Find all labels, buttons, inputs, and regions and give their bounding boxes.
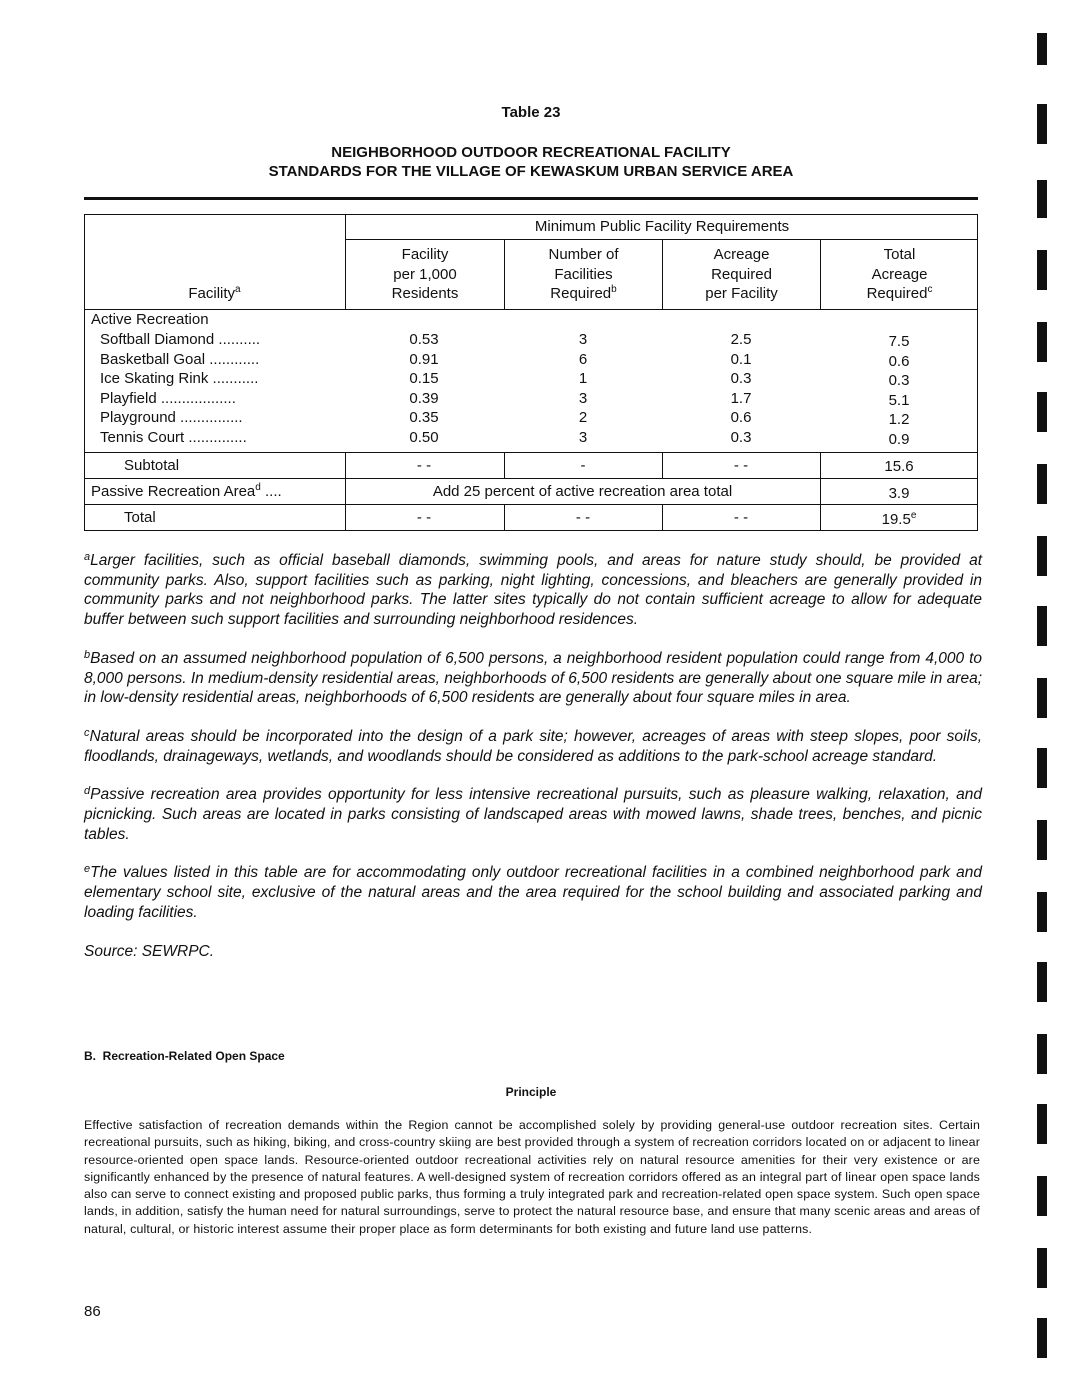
cell-per-1000: 0.15 (409, 370, 439, 388)
footnote-marker: a (84, 551, 91, 563)
facility-standards-table (84, 214, 978, 530)
column-header-line: per 1,000 (393, 265, 457, 283)
table-border (84, 214, 85, 530)
footnote-marker: e (910, 510, 917, 521)
cell-per-1000: - - (416, 457, 432, 474)
cell-acreage: 0.3 (730, 370, 752, 388)
row-label: Basketball Goal ............ (100, 350, 260, 368)
cell-total: 3.9 (888, 485, 910, 502)
scan-margin-bar (1037, 104, 1047, 144)
footnote-text: The values listed in this table are for accommodating only outdoor recreational facilities in a combined neighborhood park and elementary school site, exclusive of the natural areas and the area required for the school building and associated parking and loading facilities. (84, 864, 982, 921)
row-label: Playground ............... (100, 409, 243, 427)
cell-per-1000: 0.50 (409, 429, 439, 446)
cell-total: 7.5 (888, 333, 910, 350)
table-rule (84, 478, 978, 479)
subtotal-label: Subtotal (124, 457, 180, 474)
source-note: Source: SEWRPC. (84, 942, 215, 960)
scan-margin-bar (1037, 392, 1047, 432)
cell-acreage: 2.5 (730, 331, 752, 348)
total-label: Total (124, 509, 156, 526)
scan-margin-bar (1037, 1034, 1047, 1074)
column-header-per-1000 (346, 245, 504, 304)
scan-margin-bar (1037, 33, 1047, 65)
footnote-marker: d (255, 482, 261, 493)
cell-total: 1.2 (888, 411, 910, 429)
cell-total: 5.1 (888, 391, 910, 409)
cell-per-1000: 0.53 (409, 331, 439, 348)
column-header-line: Required (711, 265, 772, 283)
footnote (84, 727, 982, 766)
table-title-line: STANDARDS FOR THE VILLAGE OF KEWASKUM URBAN SERVICE AREA (268, 163, 794, 180)
cell-per-1000: 0.39 (409, 389, 439, 407)
cell-number: 3 (578, 429, 588, 446)
scan-margin-bar (1037, 678, 1047, 718)
scan-margin-bar (1037, 1318, 1047, 1358)
cell-acreage: 1.7 (730, 389, 752, 407)
footnote-text: Larger facilities, such as official baseball diamonds, swimming pools, and areas for nature study should, be provided at community parks. Also, support facilities such as parking, night lighting, concessions, and bleachers are generally provided in community parks and not neighborhood parks. The latter sites typically do not contain sufficient acreage to allow for adequate buffer between such support facilities and surrounding neighborhood residences. (84, 552, 982, 629)
footnote-text: Natural areas should be incorporated into the design of a park site; however, acreages of areas with steep slopes, poor soils, floodlands, drainageways, wetlands, and woodlands should be considered as additions to the park-school acreage standard. (84, 727, 982, 765)
cell-acreage: 0.3 (730, 429, 752, 446)
scan-margin-bar (1037, 536, 1047, 576)
subheading: Principle (505, 1085, 557, 1099)
cell-number: 1 (578, 370, 588, 388)
cell-number: 3 (578, 389, 588, 407)
cell-per-1000: - - (416, 509, 432, 526)
footnote-marker: d (84, 785, 91, 798)
table-title (84, 143, 978, 181)
cell-acreage: - - (733, 457, 749, 474)
column-header-line: Facility (401, 246, 449, 263)
title-rule (84, 197, 978, 200)
scan-margin-bar (1037, 180, 1047, 218)
scan-margin-bar (1037, 1248, 1047, 1288)
column-header-line: Total (883, 246, 916, 263)
footnote-text: Passive recreation area provides opportunity for less intensive recreational pursuits, such as pleasure walking, relaxation, and picnicking. Such areas are located in parks consisting of landscaped areas with mowed lawns, shade trees, benches, and picnic tables. (84, 786, 982, 843)
column-header-line: Residents (391, 285, 459, 303)
footnote-marker: a (235, 284, 241, 295)
passive-note: Add 25 percent of active recreation area total (432, 483, 733, 500)
cell-per-1000: 0.91 (409, 350, 439, 368)
scan-margin-bar (1037, 606, 1047, 646)
footnote (84, 785, 982, 844)
column-header-line: Acreage (713, 246, 770, 263)
footnote-marker: b (84, 648, 91, 661)
column-header-number-required (505, 245, 662, 304)
active-recreation-label: Active Recreation (91, 311, 209, 328)
column-header-facility-label: Facility (188, 285, 236, 302)
cell-number: 3 (578, 331, 588, 348)
cell-acreage: 0.6 (730, 409, 752, 427)
column-header-line: Acreage (871, 265, 928, 283)
cell-number: 6 (578, 350, 588, 368)
footnotes (84, 551, 982, 980)
scan-margin-bar (1037, 892, 1047, 932)
cell-acreage: - - (733, 509, 749, 526)
table-rule (84, 504, 978, 505)
section-heading: B. Recreation-Related Open Space (84, 1049, 285, 1063)
scan-margin-bar (1037, 1104, 1047, 1144)
cell-acreage: 0.1 (730, 350, 752, 368)
footnote (84, 863, 982, 922)
scan-margin-bar (1037, 250, 1047, 290)
table-title-line: NEIGHBORHOOD OUTDOOR RECREATIONAL FACILITY (331, 144, 731, 161)
column-header-line: Facilities (554, 265, 613, 283)
scan-margin-bar (1037, 464, 1047, 504)
footnote-marker: b (611, 284, 617, 296)
passive-label: Passive Recreation Area$^d$ .... (91, 482, 282, 500)
page-number: 86 (84, 1303, 101, 1320)
cell-number: 2 (578, 409, 588, 427)
cell-total: 0.3 (888, 372, 910, 390)
footnote-marker: c (927, 284, 933, 296)
row-label: Softball Diamond .......... (100, 331, 261, 348)
table-rule (84, 309, 978, 310)
cell-number: - - (575, 509, 591, 526)
table-border (84, 214, 978, 215)
footnote-marker: e (84, 863, 91, 876)
cell-total: 19.5e (881, 510, 917, 528)
row-label: Playfield .................. (100, 389, 236, 407)
scan-margin-bar (1037, 962, 1047, 1002)
table-border (84, 530, 978, 531)
row-label: Ice Skating Rink ........... (100, 370, 259, 388)
scan-margin-bar (1037, 820, 1047, 860)
column-header-line: per Facility (705, 285, 778, 303)
cell-per-1000: 0.35 (409, 409, 439, 427)
body-paragraph: Effective satisfaction of recreation demands within the Region cannot be accomplished solely by providing general-use outdoor recreation sites. Certain recreational pursuits, such as hiking, biking, and cross-country skiing are best provided through a system of recreation corridors located on or adjacent to linear resource-oriented open space lands. Resource-oriented outdoor recreational activities rely on natural resource amenities for their very existence or are significantly enhanced by the presence of natural features. A well-designed system of recreation corridors offered as an integral part of linear open space lands also can serve to connect existing and proposed public parks, thus forming a truly integrated park and recreation-related open space system. Such open space lands, in addition, satisfy the human need for natural surroundings, serve to protect the natural resource base, and ensure that many scenic areas and areas of natural, cultural, or historic interest assume their proper place as form determinants for both existing and future land use patterns. (84, 1118, 980, 1236)
scan-margin-bar (1037, 322, 1047, 362)
column-header-line: Number of (548, 246, 619, 263)
cell-total: 0.6 (888, 352, 910, 370)
cell-total: 0.9 (888, 431, 910, 448)
table-number: Table 23 (501, 104, 561, 121)
footnote-marker: c (84, 726, 90, 739)
cell-total: 15.6 (884, 458, 914, 475)
group-header: Minimum Public Facility Requirements (534, 218, 790, 235)
column-header-line: Required (550, 285, 612, 303)
footnote-text: Based on an assumed neighborhood population of 6,500 persons, a neighborhood resident population could range from 4,000 to 8,000 persons. In medium-density residential areas, neighborhoods of 6,500 residents are generally about one square mile in area; in low-density residential areas, neighborhoods of 6,500 residents are generally about four square miles in area. (84, 649, 982, 707)
column-header-total-acreage (821, 245, 978, 304)
column-header-facility (84, 284, 345, 304)
footnote (84, 649, 982, 708)
cell-number: - (580, 457, 586, 474)
scan-margin-bar (1037, 1176, 1047, 1216)
footnote (84, 551, 982, 630)
scan-margin-bar (1037, 748, 1047, 788)
row-label: Tennis Court .............. (100, 429, 247, 446)
column-header-line: Required (866, 285, 928, 303)
table-rule (84, 452, 978, 453)
column-header-acreage-per-facility (663, 245, 820, 304)
